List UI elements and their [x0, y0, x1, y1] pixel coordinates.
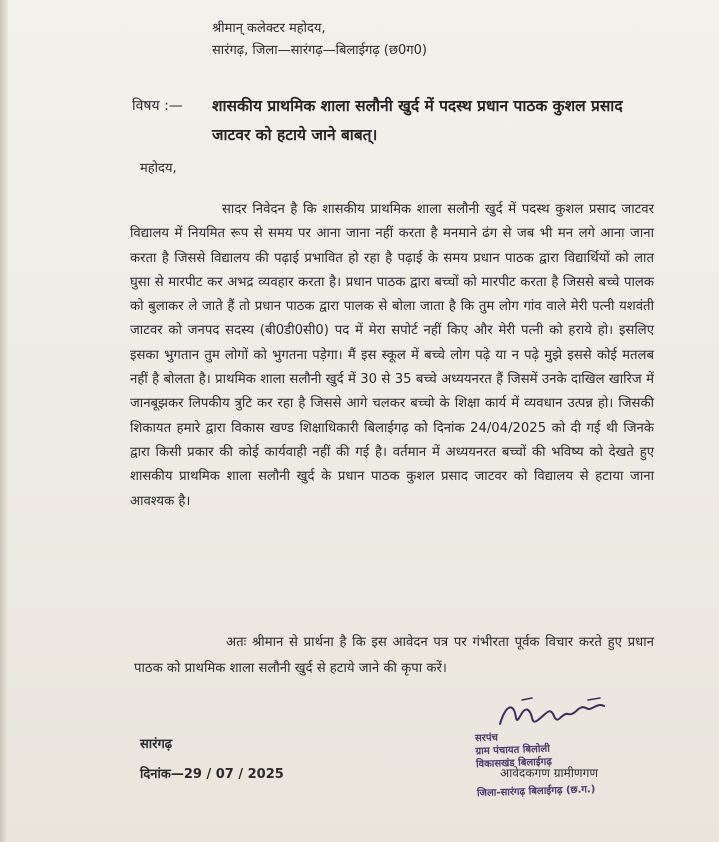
- applicants-label: आवेदकगण ग्रामीणगण: [500, 766, 599, 780]
- addressee-line-1: श्रीमान् कलेक्टर महोदय,: [212, 21, 326, 36]
- letter-body: [130, 198, 654, 514]
- addressee-line-2: सारंगढ़, जिला—सारंगढ़—बिलाईगढ़ (छ0ग0): [212, 43, 427, 58]
- subject-label: विषय :—: [132, 98, 183, 114]
- stamp-line-3: विकासखंड बिलाईगढ़: [475, 756, 553, 771]
- closing-paragraph: [134, 630, 654, 682]
- salutation: महोदय,: [140, 161, 177, 176]
- stamp-line-1: सरपंच: [474, 732, 499, 745]
- closing-text: अतः श्रीमान से प्रार्थना है कि इस आवेदन पत्र पर गंभीरता पूर्वक विचार करते हुए प्रधान पाठक को प्राथमिक शाला सलौनी खुर्द से हटाये जाने की कृपा करें।: [134, 635, 654, 676]
- addressee-block: [212, 18, 427, 62]
- letter-date: दिनांक—29 / 07 / 2025: [140, 767, 284, 782]
- body-paragraph: सादर निवेदन है कि शासकीय प्राथमिक शाला सलौनी खुर्द में पदस्थ कुशल प्रसाद जाटवर विद्यालय में नियमित रूप से समय पर आना जाना नहीं करता है मनमाने ढंग से जब भी मन लगे आना जाना करता है जिससे विद्यालय की पढ़ाई प्रभावित हो रहा है पढ़ाई के समय प्रधान पाठक द्वारा विद्यार्थियों को लात घुसा से मारपीट कर अभद्र व्यवहार करता है। प्रधान पाठक द्वारा बच्चों को मारपीट करता है जिससे बच्चे पालक को बुलाकर ले जाते हैं तो प्रधान पाठक द्वारा पालक से बोला जाता है कि तुम लोग गांव वाले मेरी पत्नी यशवंती जाटवर को जनपद सदस्य (बी0डी0सी0) पद में मेरा सपोर्ट नहीं किए और मेरी पत्नी को हराये हो। इसलिए इसका भुगतान तुम लोगों को भुगतना पड़ेगा। मैं इस स्कूल में बच्चे लोग पढ़े या न पढ़े मुझे इससे कोई मतलब नहीं है बोलता है। प्राथमिक शाला सलौनी खुर्द में 30 से 35 बच्चे अध्ययनरत हैं जिसमें उनके दाखिल खारिज में जानबूझकर लिपकीय त्रुटि कर रहा है जिससे आगे चलकर बच्चो के शिक्षा कार्य में व्यवधान उत्पन्न हो। जिसकी शिकायत हमारे द्वारा विकास खण्ड शिक्षाधिकारी बिलाईगढ़ को दिनांक 24/04/2025 को दी गई थी जिनके द्वारा किसी प्रकार की कोई कार्यवाही नहीं की गई है। वर्तमान में अध्ययनरत बच्चों की भविष्य को देखते हुए शासकीय प्राथमिक शाला सलौनी खुर्द के प्रधान पाठक कुशल प्रसाद जाटवर को विद्यालय से हटाया जाना आवश्यक है।: [130, 202, 654, 509]
- subject-text: शासकीय प्राथमिक शाला सलौनी खुर्द में पदस्थ प्रधान पाठक कुशल प्रसाद जाटवर को हटाये जाने बाबत्।: [212, 97, 623, 144]
- stamp-line-2: ग्राम पंचायत बिलोली: [475, 743, 551, 758]
- page-shadow-edge: [0, 0, 8, 842]
- stamp-line-4: जिला-सारंगढ़ बिलाईगढ़ (छ.ग.): [476, 784, 596, 800]
- place-name: सारंगढ़: [140, 737, 173, 752]
